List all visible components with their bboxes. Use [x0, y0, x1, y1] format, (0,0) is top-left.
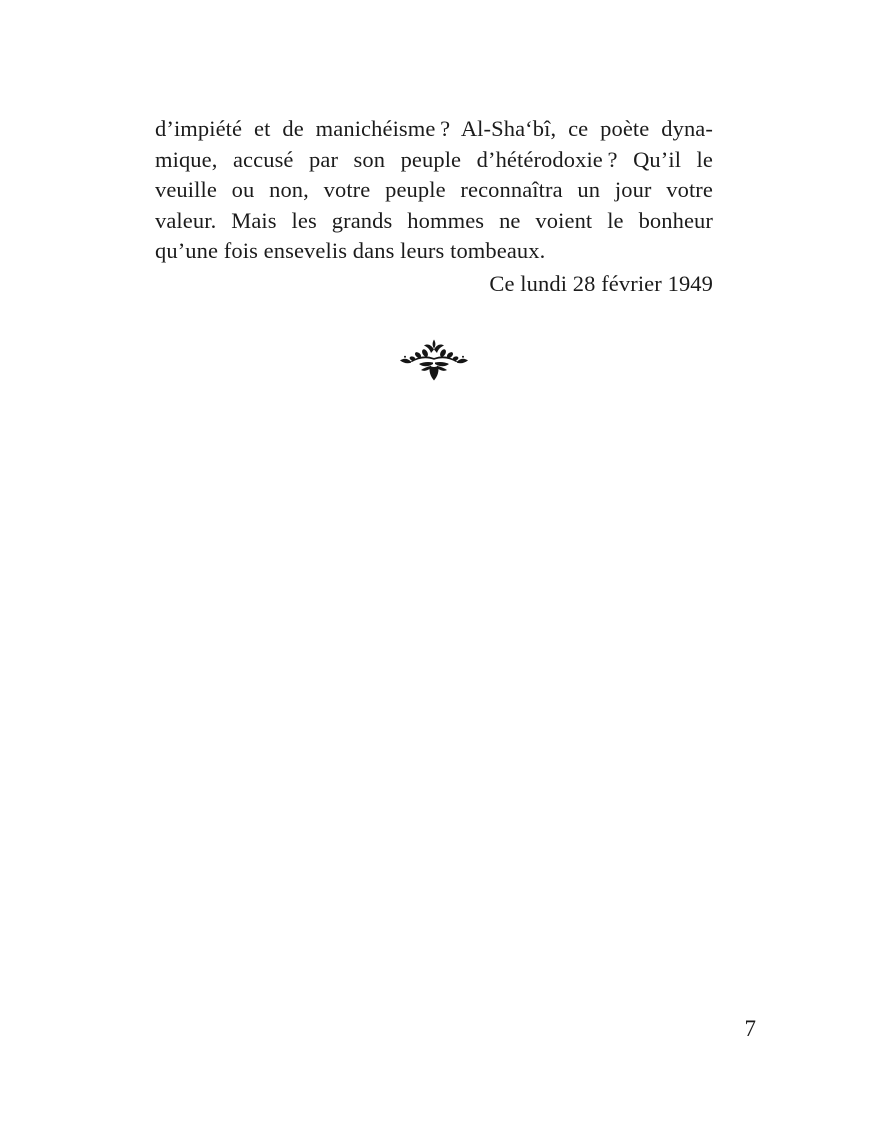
section-ornament: [155, 338, 713, 382]
paragraph-line: qu’une fois ensevelis dans leurs tombeaux.: [155, 238, 546, 263]
fleuron-icon: [400, 338, 468, 382]
paragraph-line: valeur. Mais les grands hommes ne voient le bonheur: [155, 207, 713, 233]
page-number: 7: [744, 1016, 756, 1041]
paragraph-line: mique, accusé par son peuple d’hétérodoxie ? Qu’il le: [155, 146, 713, 172]
paragraph-line: veuille ou non, votre peuple reconnaîtra un jour votre: [155, 177, 713, 202]
paragraph-line: d’impiété et de manichéisme ? Al-Sha‘bî, ce poète dyna-: [155, 116, 713, 141]
paragraph: [155, 114, 713, 299]
dateline: Ce lundi 28 février 1949: [489, 270, 713, 296]
